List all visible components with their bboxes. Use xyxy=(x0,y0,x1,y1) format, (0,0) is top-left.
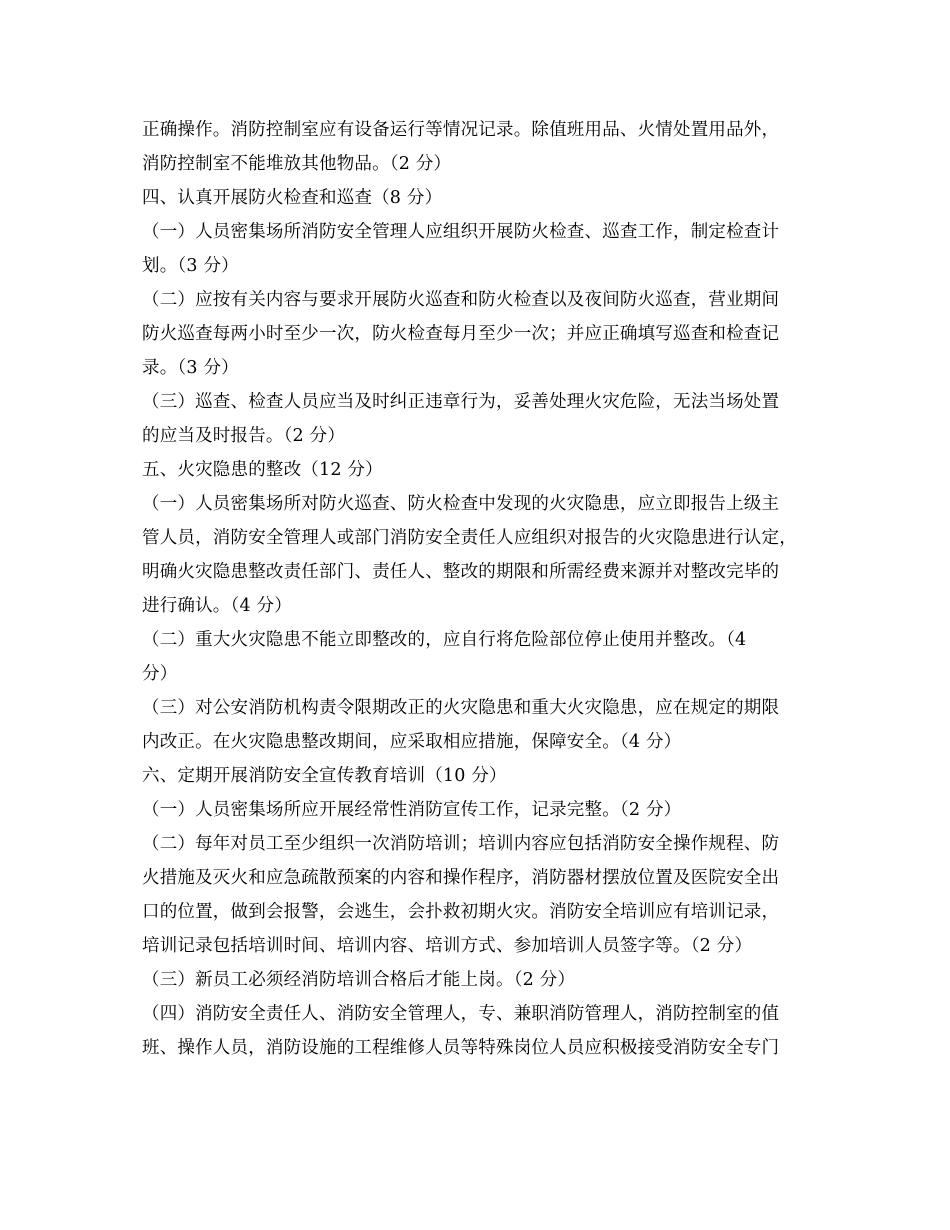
text-line: 的应当及时报告。（2 分） xyxy=(142,426,346,446)
text-line: （三）新员工必须经消防培训合格后才能上岗。（2 分） xyxy=(142,970,576,990)
section-heading: 五、火灾隐患的整改（12 分） xyxy=(142,460,383,480)
text-line: （一）人员密集场所对防火巡查、防火检查中发现的火灾隐患，应立即报告上级主 xyxy=(142,494,780,514)
text-line: 消防控制室不能堆放其他物品。（2 分） xyxy=(142,154,452,174)
text-line: （四）消防安全责任人、消防安全管理人，专、兼职消防管理人，消防控制室的值 xyxy=(142,1004,780,1024)
text-line: 口的位置，做到会报警，会逃生，会扑救初期火灾。消防安全培训应有培训记录， xyxy=(142,902,780,922)
text-line: 划。（3 分） xyxy=(142,256,239,276)
text-line: 分） xyxy=(142,664,178,684)
text-line: （一）人员密集场所应开展经常性消防宣传工作，记录完整。（2 分） xyxy=(142,800,682,820)
text-line: 进行确认。（4 分） xyxy=(142,596,292,616)
text-line: 培训记录包括培训时间、培训内容、培训方式、参加培训人员签字等。（2 分） xyxy=(142,936,753,956)
section-heading: 六、定期开展消防安全宣传教育培训（10 分） xyxy=(142,766,507,786)
text-line: （二）应按有关内容与要求开展防火巡查和防火检查以及夜间防火巡查，营业期间 xyxy=(142,290,780,310)
text-line: 管人员，消防安全管理人或部门消防安全责任人应组织对报告的火灾隐患进行认定， xyxy=(142,528,797,548)
text-line: （一）人员密集场所消防安全管理人应组织开展防火检查、巡查工作，制定检查计 xyxy=(142,222,780,242)
document-body xyxy=(142,113,822,1065)
text-line: （三）对公安消防机构责令限期改正的火灾隐患和重大火灾隐患，应在规定的期限 xyxy=(142,698,780,718)
text-line: 内改正。在火灾隐患整改期间，应采取相应措施，保障安全。（4 分） xyxy=(142,732,682,752)
text-line: 防火巡查每两小时至少一次，防火检查每月至少一次；并应正确填写巡查和检查记 xyxy=(142,324,780,344)
text-line: （二）重大火灾隐患不能立即整改的，应自行将危险部位停止使用并整改。（4 xyxy=(142,630,747,650)
text-line: （二）每年对员工至少组织一次消防培训；培训内容应包括消防安全操作规程、防 xyxy=(142,834,780,854)
text-line: 录。（3 分） xyxy=(142,358,239,378)
text-line: 正确操作。消防控制室应有设备运行等情况记录。除值班用品、火情处置用品外， xyxy=(142,120,780,140)
text-line: 班、操作人员，消防设施的工程维修人员等特殊岗位人员应积极接受消防安全专门 xyxy=(142,1038,780,1058)
text-line: 明确火灾隐患整改责任部门、责任人、整改的期限和所需经费来源并对整改完毕的 xyxy=(142,562,780,582)
text-line: 火措施及灭火和应急疏散预案的内容和操作程序，消防器材摆放位置及医院安全出 xyxy=(142,868,780,888)
text-line: （三）巡查、检查人员应当及时纠正违章行为，妥善处理火灾危险，无法当场处置 xyxy=(142,392,780,412)
section-heading: 四、认真开展防火检查和巡查（8 分） xyxy=(142,188,443,208)
